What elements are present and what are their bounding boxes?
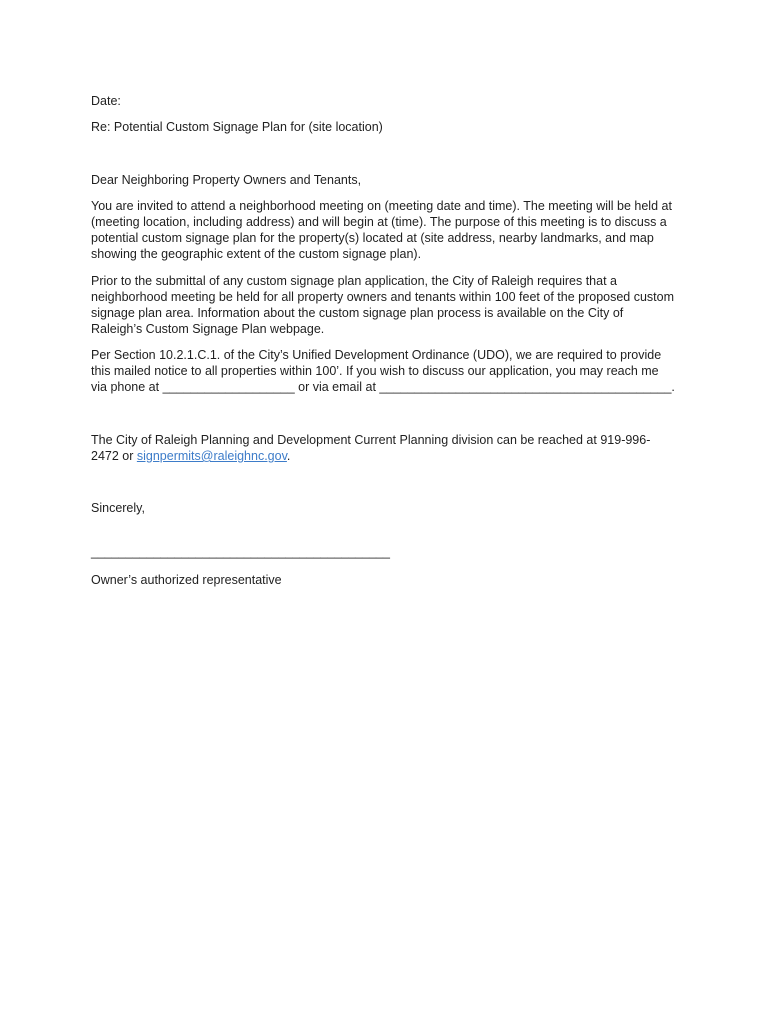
paragraph-line: The City of Raleigh Planning and Development Current Planning division can be reached at 919-996-	[91, 433, 651, 447]
signature-line	[91, 544, 390, 560]
requirement-paragraph	[91, 273, 674, 337]
paragraph-line	[91, 448, 650, 464]
signature-title	[91, 572, 282, 588]
invitation-paragraph	[91, 198, 672, 262]
signature-title-text: Owner’s authorized representative	[91, 573, 282, 587]
paragraph-line: this mailed notice to all properties within 100’. If you wish to discuss our application, you may reach me	[91, 364, 659, 378]
contact-paragraph	[91, 432, 650, 464]
date-label: Date:	[91, 94, 121, 108]
paragraph-line: You are invited to attend a neighborhood meeting on (meeting date and time). The meeting will be held at	[91, 199, 672, 213]
email-link[interactable]: signpermits@raleighnc.gov	[136, 449, 287, 463]
paragraph-line: Raleigh’s Custom Signage Plan webpage.	[91, 322, 325, 336]
salutation	[91, 172, 361, 188]
closing-text: Sincerely,	[91, 501, 145, 515]
paragraph-line: via phone at ___________________ or via email at __________________________________________.	[91, 380, 675, 394]
notice-paragraph	[91, 347, 675, 395]
salutation-text: Dear Neighboring Property Owners and Tenants,	[91, 173, 362, 187]
paragraph-line: signage plan area. Information about the custom signage plan process is available on the City of	[91, 306, 624, 320]
closing	[91, 500, 145, 516]
paragraph-line: Per Section 10.2.1.C.1. of the City’s Unified Development Ordinance (UDO), we are required to provide	[91, 348, 662, 362]
paragraph-line: showing the geographic extent of the custom signage plan).	[91, 247, 422, 261]
paragraph-line: Prior to the submittal of any custom signage plan application, the City of Raleigh requires that a	[91, 274, 617, 288]
paragraph-line: neighborhood meeting be held for all property owners and tenants within 100 feet of the proposed custom	[91, 290, 675, 304]
paragraph-line: potential custom signage plan for the property(s) located at (site address, nearby landmarks, and map	[91, 231, 654, 245]
phone-continuation: 2472 or	[91, 449, 137, 463]
date-line	[91, 93, 121, 109]
paragraph-line: (meeting location, including address) and will begin at (time). The purpose of this meeting is to discuss a	[91, 215, 667, 229]
signature-blank: ___________________________________________	[91, 545, 390, 559]
sentence-end: .	[286, 449, 291, 463]
subject-text: Re: Potential Custom Signage Plan for (site location)	[91, 120, 383, 134]
subject-line	[91, 119, 383, 135]
